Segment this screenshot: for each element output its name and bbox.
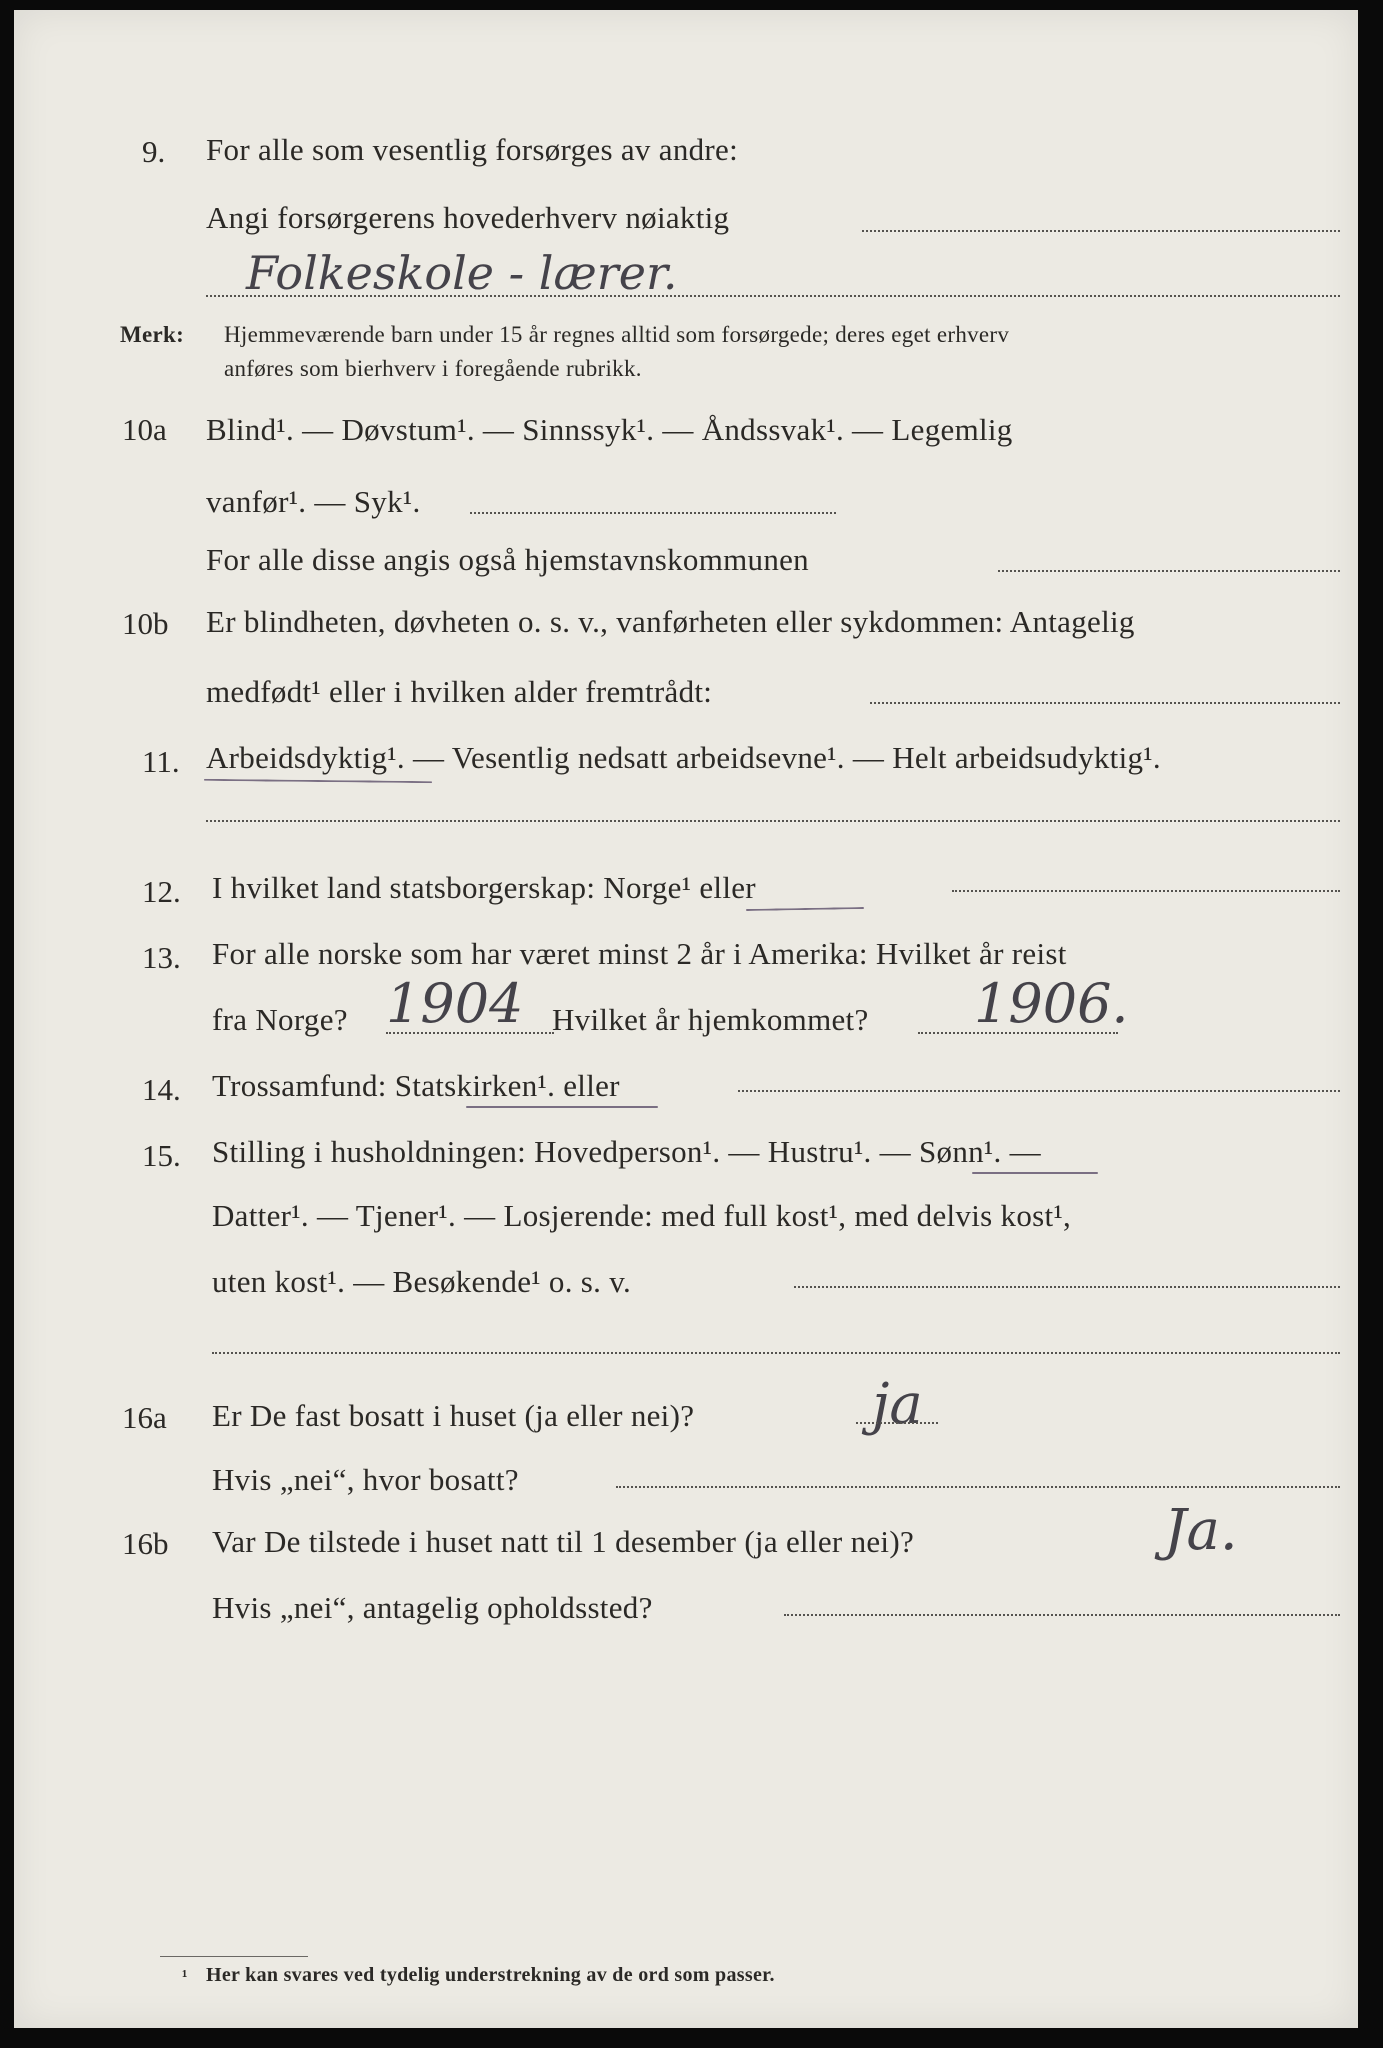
q12-question: I hvilket land statsborgerskap: Norge¹ eller	[212, 870, 756, 905]
footnote-rule	[160, 1956, 308, 1957]
q10a-answer-line	[470, 512, 836, 514]
q13-number: 13.	[142, 940, 181, 975]
q11-options: Arbeidsdyktig¹. — Vesentlig nedsatt arbeidsevne¹. — Helt arbeidsudyktig¹.	[206, 740, 1161, 775]
q9-prompt: Angi forsørgerens hovederhverv nøiaktig	[206, 200, 730, 235]
q10a-options-line1: Blind¹. — Døvstum¹. — Sinnssyk¹. — Åndssvak¹. — Legemlig	[206, 412, 1013, 447]
q10a-options-line2: vanfør¹. — Syk¹.	[206, 484, 421, 519]
q16b-followup-line	[784, 1614, 1340, 1616]
footnote-marker: ¹	[182, 1966, 188, 1986]
q16a-number: 16a	[122, 1400, 167, 1435]
merk-label: Merk:	[120, 322, 185, 347]
q15-options-line3: uten kost¹. — Besøkende¹ o. s. v.	[212, 1264, 632, 1299]
q13-return-prompt: Hvilket år hjemkommet?	[552, 1002, 869, 1037]
q13-departure-year: 1904	[386, 972, 524, 1035]
q15-options-line1: Stilling i husholdningen: Hovedperson¹. — Hustru¹. — Sønn¹. —	[212, 1134, 1041, 1169]
q15-options-line2: Datter¹. — Tjener¹. — Losjerende: med full kost¹, med delvis kost¹,	[212, 1198, 1072, 1233]
q10a-hometown-prompt: For alle disse angis også hjemstavnskommunen	[206, 542, 809, 577]
bleed-through-texture	[234, 1662, 240, 1689]
footnote-text: Her kan svares ved tydelig understrekning av de ord som passer.	[206, 1964, 775, 1986]
q11-number: 11.	[142, 744, 180, 779]
q15-answer-line-2	[212, 1352, 1340, 1354]
q13-departure-prompt: fra Norge?	[212, 1002, 348, 1037]
q12-number: 12.	[142, 874, 181, 909]
q13-question: For alle norske som har været minst 2 år i Amerika: Hvilket år reist	[212, 936, 1067, 971]
q11-handwritten-underline	[204, 779, 432, 783]
q16a-question: Er De fast bosatt i huset (ja eller nei)?	[212, 1398, 695, 1433]
q10b-question-line1: Er blindheten, døvheten o. s. v., vanførheten eller sykdommen: Antagelig	[206, 604, 1135, 639]
q15-handwritten-underline	[972, 1172, 1098, 1174]
q12-answer-line	[952, 890, 1340, 892]
q16a-handwritten-answer: ja	[872, 1372, 923, 1437]
q14-answer-line	[738, 1090, 1340, 1092]
q16a-followup: Hvis „nei“, hvor bosatt?	[212, 1462, 519, 1497]
q12-handwritten-underline	[746, 907, 864, 911]
q10b-question-line2: medfødt¹ eller i hvilken alder fremtrådt:	[206, 674, 713, 709]
q16a-answer-line	[856, 1422, 938, 1424]
q10a-hometown-line	[998, 570, 1340, 572]
q15-number: 15.	[142, 1138, 181, 1173]
merk-note-line1: Hjemmeværende barn under 15 år regnes alltid som forsørgede; deres eget erhverv	[224, 322, 1010, 347]
q14-number: 14.	[142, 1072, 181, 1107]
q10a-number: 10a	[122, 412, 167, 447]
q9-answer-line-2	[206, 295, 1340, 297]
q13-departure-line	[386, 1032, 554, 1034]
q15-answer-line	[794, 1286, 1340, 1288]
census-form-page	[14, 10, 1358, 2028]
q16b-followup: Hvis „nei“, antagelig opholdssted?	[212, 1590, 653, 1625]
q16b-question: Var De tilstede i huset natt til 1 desember (ja eller nei)?	[212, 1524, 915, 1559]
q9-handwritten-answer: Folkeskole - lærer.	[246, 246, 678, 300]
q11-answer-line	[206, 820, 1340, 822]
q16a-followup-line	[616, 1486, 1340, 1488]
q13-return-line	[918, 1032, 1118, 1034]
q9-number: 9.	[142, 134, 166, 169]
q16b-number: 16b	[122, 1526, 169, 1561]
q10b-answer-line	[870, 702, 1340, 704]
q9-answer-dotted-line	[862, 230, 1340, 232]
q13-return-year: 1906.	[974, 972, 1129, 1035]
merk-note-line2: anføres som bierhverv i foregående rubrikk.	[224, 356, 642, 381]
q14-handwritten-underline	[466, 1106, 658, 1108]
q10b-number: 10b	[122, 606, 169, 641]
q14-question: Trossamfund: Statskirken¹. eller	[212, 1068, 620, 1103]
q16b-handwritten-answer: Ja.	[1164, 1498, 1238, 1563]
q9-question: For alle som vesentlig forsørges av andre:	[206, 132, 739, 167]
